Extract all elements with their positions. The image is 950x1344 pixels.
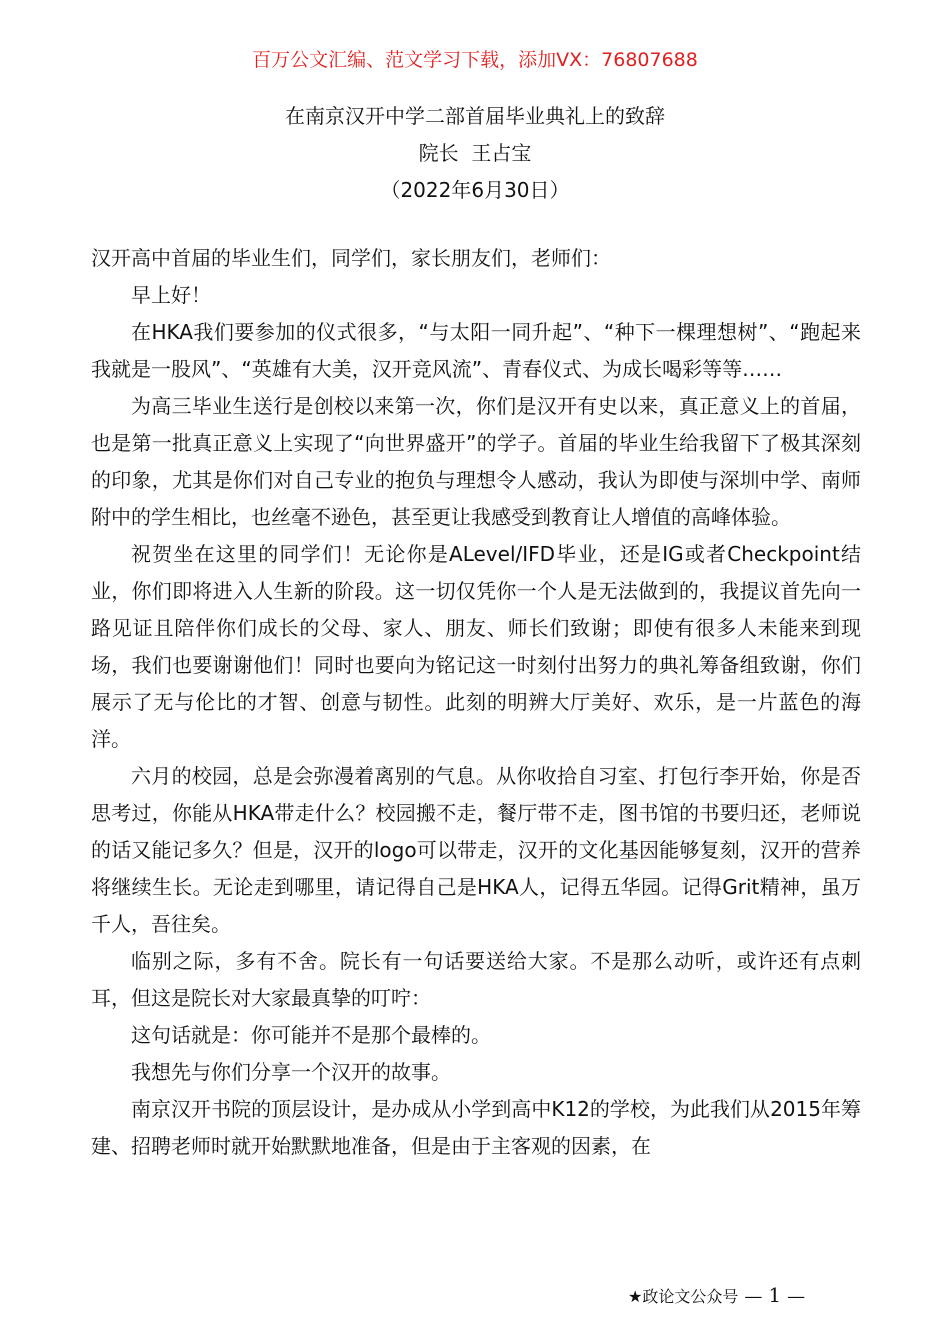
body-paragraph: 祝贺坐在这里的同学们！无论你是ALevel/IFD毕业，还是IG或者Checkpoint结业，你们即将进入人生新的阶段。这一切仅凭你一个人是无法做到的，我提议首先向一路见证且陪伴你们成长的父母、家人、朋友、师长们致谢；即使有很多人未能来到现场，我们也要谢谢他们！同时也要向为铭记这一时刻付出努力的典礼筹备组致谢，你们展示了无与伦比的才智、创意与韧性。此刻的明辨大厅美好、欢乐，是一片蓝色的海洋。 — [91, 542, 861, 751]
body-paragraph: 临别之际，多有不舍。院长有一句话要送给大家。不是那么动听，或许还有点刺耳，但这是院长对大家最真挚的叮咛： — [91, 949, 861, 1010]
page-number: 1 — [768, 1283, 782, 1307]
header-notice: 百万公文汇编、范文学习下载，添加VX：76807688 — [252, 49, 698, 71]
title-block — [0, 98, 950, 209]
footer-dash-right: — — [787, 1286, 806, 1307]
salutation-paragraph: 汉开高中首届的毕业生们，同学们，家长朋友们，老师们： — [91, 246, 611, 270]
body-paragraph: 在HKA我们要参加的仪式很多，“与太阳一同升起”、“种下一棵理想树”、“跑起来我就是一股风”、“英雄有大美，汉开竞风流”、青春仪式、为成长喝彩等等…… — [91, 320, 861, 381]
body-paragraph: 我想先与你们分享一个汉开的故事。 — [131, 1060, 451, 1084]
body-paragraph: 为高三毕业生送行是创校以来第一次，你们是汉开有史以来，真正意义上的首届，也是第一批真正意义上实现了“向世界盛开”的学子。首届的毕业生给我留下了极其深刻的印象，尤其是你们对自己专业的抱负与理想令人感动，我认为即使与深圳中学、南师附中的学生相比，也丝毫不逊色，甚至更让我感受到教育让人增值的高峰体验。 — [91, 394, 861, 529]
document-body — [91, 240, 861, 1165]
document-date: （2022年6月30日） — [380, 178, 570, 202]
greeting-paragraph: 早上好！ — [131, 283, 211, 307]
body-paragraph: 南京汉开书院的顶层设计，是办成从小学到高中K12的学校，为此我们从2015年筹建、招聘老师时就开始默默地准备，但是由于主客观的因素，在 — [91, 1097, 861, 1158]
body-paragraph: 这句话就是：你可能并不是那个最棒的。 — [131, 1023, 491, 1047]
footer-dash-left: — — [744, 1286, 763, 1307]
document-author: 院长 王占宝 — [418, 141, 532, 165]
page-footer — [628, 1283, 811, 1309]
document-title: 在南京汉开中学二部首届毕业典礼上的致辞 — [285, 104, 665, 128]
body-paragraph: 六月的校园，总是会弥漫着离别的气息。从你收拾自习室、打包行李开始，你是否思考过，你能从HKA带走什么？校园搬不走，餐厅带不走，图书馆的书要归还，老师说的话又能记多久？但是，汉开的logo可以带走，汉开的文化基因能够复刻，汉开的营养将继续生长。无论走到哪里，请记得自己是HKA人，记得五华园。记得Grit精神，虽万千人，吾往矣。 — [91, 764, 861, 936]
footer-label: ★政论文公众号 — [628, 1287, 739, 1306]
